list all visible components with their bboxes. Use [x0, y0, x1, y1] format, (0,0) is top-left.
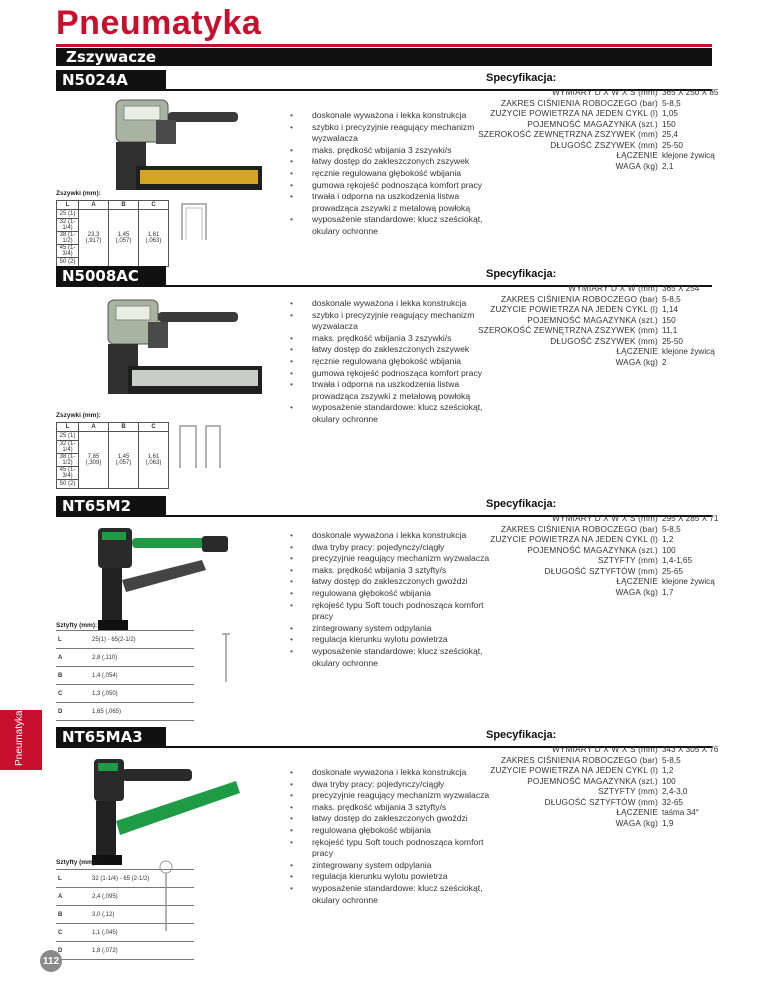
table-header: C [139, 201, 169, 210]
spec-key: WAGA (kg) [615, 818, 658, 828]
list-item: • gumowa rękojeść podnosząca komfort pracy [290, 368, 490, 380]
spec-value: 2,1 [662, 161, 674, 171]
spec-key: POJEMNOŚĆ MAGAZYNKA (szt.) [527, 315, 658, 325]
spec-key: ŁĄCZENIE [616, 347, 658, 356]
table-cell: 1,45 (,057) [109, 210, 139, 267]
list-item: • wyposażenie standardowe: klucz sześciokąt, okulary ochronne [290, 646, 490, 669]
spec-value: 150 [662, 315, 676, 325]
spec-value: 1,2 [662, 766, 674, 775]
spec-key: POJEMNOŚĆ MAGAZYNKA (szt.) [527, 545, 658, 555]
table-cell: L [56, 870, 74, 888]
list-item: • doskonale wyważona i lekka konstrukcja [290, 110, 490, 122]
spec-row [436, 151, 718, 162]
spec-key: ZUŻYCIE POWIETRZA NA JEDEN CYKL (l) [490, 766, 658, 775]
spec-value: klejone żywicą [662, 577, 715, 586]
spec-row [436, 819, 718, 830]
spec-key: POJEMNOŚĆ MAGAZYNKA (szt.) [527, 776, 658, 786]
table-cell: 1,45 (,057) [109, 432, 139, 489]
table-label: Zszywki (mm): [56, 412, 101, 419]
spec-key: WYMIARY D X W X S (mm) [552, 745, 658, 754]
table-cell: A [56, 888, 74, 906]
table-cell: 1,61 (,063) [139, 210, 169, 267]
spec-value: taśma 34° [662, 808, 699, 817]
spec-value: 343 X 305 X 76 [662, 745, 719, 754]
spec-value: 365 X 254 [662, 284, 700, 293]
spec-key: DŁUGOŚĆ ZSZYWEK (mm) [550, 140, 658, 150]
table-cell: 50 (2) [57, 258, 79, 267]
spec-row [436, 766, 718, 777]
spec-table [436, 284, 715, 368]
table-cell: 32 (1-1/4) [57, 441, 79, 454]
spec-key: WYMIARY D X W X S (mm) [552, 514, 658, 523]
table-cell: 1,4 (,054) [74, 667, 194, 685]
spec-row [436, 295, 715, 306]
spec-value: 5-8,5 [662, 755, 681, 765]
spec-value: 295 X 285 X 71 [662, 514, 719, 523]
spec-key: DŁUGOŚĆ SZTYFTÓW (mm) [544, 797, 658, 807]
list-item: • trwała i odporna na uszkodzenia listwa prowadząca zszywki z metalową powłoką [290, 379, 490, 402]
spec-table [436, 514, 718, 598]
model-name: N5024A [62, 71, 128, 89]
table-header: A [79, 201, 109, 210]
list-item: • wyposażenie standardowe: klucz sześciokąt, okulary ochronne [290, 883, 490, 906]
spec-row [436, 588, 718, 599]
spec-row [436, 756, 718, 767]
staple-table [56, 200, 169, 267]
table-cell: B [56, 667, 74, 685]
section-header [56, 48, 712, 66]
list-item: • ręcznie regulowana głębokość wbijania [290, 356, 490, 368]
spec-key: ZUŻYCIE POWIETRZA NA JEDEN CYKL (l) [490, 305, 658, 314]
table-cell: 2,8 (,110) [74, 649, 194, 667]
staple-diagram [176, 196, 216, 246]
spec-row [436, 316, 715, 327]
table-cell: C [56, 685, 74, 703]
spec-row [436, 514, 718, 525]
spec-heading: Specyfikacja: [486, 729, 557, 741]
table-header: L [57, 423, 79, 432]
spec-row [436, 798, 718, 809]
table-row [56, 649, 194, 667]
list-item: • rękojeść typu Soft touch podnosząca komfort pracy [290, 837, 490, 860]
spec-row [436, 99, 718, 110]
product-n5024a [56, 70, 719, 265]
side-tab [0, 710, 42, 770]
list-item: • ręcznie regulowana głębokość wbijania [290, 168, 490, 180]
table-cell: 45 (1-3/4) [57, 245, 79, 258]
list-item: • wyposażenie standardowe: klucz sześciokąt, okulary ochronne [290, 214, 490, 237]
table-cell: 7,85 (,309) [79, 432, 109, 489]
spec-value: 25-50 [662, 140, 683, 150]
spec-key: ŁĄCZENIE [616, 808, 658, 817]
spec-row [436, 109, 718, 120]
spec-value: 1,4-1,65 [662, 556, 693, 565]
model-tab [56, 496, 166, 516]
list-item: • doskonale wyważona i lekka konstrukcja [290, 767, 490, 779]
spec-value: 5-8,5 [662, 524, 681, 534]
spec-value: 1,2 [662, 535, 674, 544]
spec-key: ZUŻYCIE POWIETRZA NA JEDEN CYKL (l) [490, 535, 658, 544]
spec-heading: Specyfikacja: [486, 72, 557, 84]
spec-row [436, 88, 718, 99]
table-cell: 25 (1) [57, 432, 79, 441]
spec-heading: Specyfikacja: [486, 498, 557, 510]
spec-key: WAGA (kg) [615, 587, 658, 597]
spec-key: SZTYFTY (mm) [597, 787, 658, 796]
spec-row [436, 358, 715, 369]
list-item: • wyposażenie standardowe: klucz sześciokąt, okulary ochronne [290, 402, 490, 425]
spec-key: DŁUGOŚĆ SZTYFTÓW (mm) [544, 566, 658, 576]
list-item: • precyzyjnie reagujący mechanizm wyzwalacza [290, 790, 490, 802]
table-cell: 25(1) - 65(2-1/2) [74, 631, 194, 649]
spec-key: DŁUGOŚĆ ZSZYWEK (mm) [550, 336, 658, 346]
spec-row [436, 305, 715, 316]
table-label: Sztyfty (mm): [56, 859, 98, 866]
table-cell: 38 (1-1/2) [57, 232, 79, 245]
table-cell: 50 (2) [57, 480, 79, 489]
spec-row [436, 337, 715, 348]
spec-row [436, 567, 718, 578]
spec-value: 11,1 [662, 326, 678, 335]
table-cell: 25 (1) [57, 210, 79, 219]
spec-table [436, 745, 718, 829]
list-item: • łatwy dostęp do zakleszczonych gwoździ [290, 576, 490, 588]
spec-row [436, 787, 718, 798]
table-cell: L [56, 631, 74, 649]
table-cell: B [56, 906, 74, 924]
table-row [56, 667, 194, 685]
model-tab [56, 70, 166, 90]
nail-table [56, 630, 194, 721]
spec-heading: Specyfikacja: [486, 268, 557, 280]
table-header: A [79, 423, 109, 432]
title-underline [56, 44, 712, 47]
spec-table [436, 88, 718, 172]
spec-row [436, 284, 715, 295]
table-cell: 1,8 (,072) [74, 942, 194, 960]
spec-key: ZUŻYCIE POWIETRZA NA JEDEN CYKL (l) [490, 109, 658, 118]
spec-value: 100 [662, 776, 676, 786]
spec-key: WYMIARY D X W (mm) [568, 284, 658, 293]
table-cell: 32 (1-1/4) [57, 219, 79, 232]
spec-row [436, 535, 718, 546]
nail-diagram [146, 857, 216, 937]
stapler-image [96, 92, 266, 202]
list-item: • rękojeść typu Soft touch podnosząca komfort pracy [290, 600, 490, 623]
table-cell: 1,3 (,050) [74, 685, 194, 703]
list-item: • szybko i precyzyjnie reagujący mechanizm wyzwalacza [290, 122, 490, 145]
spec-key: SZTYFTY (mm) [597, 556, 658, 565]
table-cell: 38 (1-1/2) [57, 454, 79, 467]
table-cell: A [56, 649, 74, 667]
spec-row [436, 326, 715, 337]
page-number: 112 [40, 950, 62, 972]
page-title: Pneumatyka [56, 4, 262, 42]
spec-key: ŁĄCZENIE [616, 151, 658, 160]
section-title: Zszywacze [66, 48, 157, 66]
list-item: • maks. prędkość wbijania 3 sztyfty/s [290, 802, 490, 814]
spec-value: 5-8,5 [662, 294, 681, 304]
model-tab [56, 266, 166, 286]
spec-value: 32-65 [662, 797, 683, 807]
list-item: • zintegrowany system odpylania [290, 860, 490, 872]
list-item: • zintegrowany system odpylania [290, 623, 490, 635]
spec-key: ZAKRES CIŚNIENIA ROBOCZEGO (bar) [501, 755, 658, 765]
list-item: • dwa tryby pracy: pojedynczy/ciągły [290, 542, 490, 554]
list-item: • łatwy dostęp do zakleszczonych zszywek [290, 156, 490, 168]
list-item: • łatwy dostęp do zakleszczonych zszywek [290, 344, 490, 356]
spec-value: 150 [662, 119, 676, 129]
table-label: Sztyfty (mm): [56, 622, 98, 629]
model-name: NT65MA3 [62, 728, 143, 746]
stapler-image [92, 294, 266, 404]
table-cell: 3,0 (,12) [74, 906, 194, 924]
spec-key: ZAKRES CIŚNIENIA ROBOCZEGO (bar) [501, 294, 658, 304]
spec-value: 2,4-3,0 [662, 787, 688, 796]
table-row [56, 703, 194, 721]
spec-row [436, 808, 718, 819]
list-item: • doskonale wyważona i lekka konstrukcja [290, 530, 490, 542]
nailer-image [92, 520, 232, 635]
spec-value: 365 X 250 X 85 [662, 88, 719, 97]
list-item: • regulacja kierunku wylotu powietrza [290, 871, 490, 883]
table-header: C [139, 423, 169, 432]
table-cell: D [56, 703, 74, 721]
spec-value: klejone żywicą [662, 347, 715, 356]
table-row [56, 685, 194, 703]
spec-key: ZAKRES CIŚNIENIA ROBOCZEGO (bar) [501, 524, 658, 534]
table-cell: 32 (1-1/4) - 65 (2-1/2) [74, 870, 194, 888]
spec-row [436, 130, 718, 141]
staple-diagram [172, 416, 228, 476]
table-cell: 1,65 (,065) [74, 703, 194, 721]
spec-value: 1,7 [662, 587, 674, 597]
list-item: • maks. prędkość wbijania 3 zszywki/s [290, 333, 490, 345]
spec-key: SZEROKOŚĆ ZEWNĘTRZNA ZSZYWEK (mm) [478, 326, 658, 335]
spec-row [436, 577, 718, 588]
table-cell: 2,4 (,095) [74, 888, 194, 906]
spec-row [436, 777, 718, 788]
spec-key: SZEROKOŚĆ ZEWNĘTRZNA ZSZYWEK (mm) [478, 130, 658, 139]
spec-value: 1,05 [662, 109, 678, 118]
spec-value: 25,4 [662, 130, 678, 139]
spec-value: 100 [662, 545, 676, 555]
list-item: • precyzyjnie reagujący mechanizm wyzwalacza [290, 553, 490, 565]
product-nt65m2 [56, 496, 719, 715]
spec-row [436, 347, 715, 358]
list-item: • szybko i precyzyjnie reagujący mechanizm wyzwalacza [290, 310, 490, 333]
list-item: • maks. prędkość wbijania 3 sztyfty/s [290, 565, 490, 577]
list-item: • gumowa rękojeść podnosząca komfort pracy [290, 180, 490, 192]
spec-row [436, 525, 718, 536]
spec-value: 25-50 [662, 336, 683, 346]
spec-value: 25-65 [662, 566, 683, 576]
spec-key: WAGA (kg) [615, 357, 658, 367]
table-row [56, 942, 194, 960]
spec-key: ZAKRES CIŚNIENIA ROBOCZEGO (bar) [501, 98, 658, 108]
list-item: • maks. prędkość wbijania 3 zszywki/s [290, 145, 490, 157]
table-label: Zszywki (mm): [56, 190, 101, 197]
table-header: B [109, 201, 139, 210]
list-item: • trwała i odporna na uszkodzenia listwa prowadząca zszywki z metalową powłoką [290, 191, 490, 214]
spec-key: ŁĄCZENIE [616, 577, 658, 586]
spec-value: 5-8,5 [662, 98, 681, 108]
list-item: • łatwy dostęp do zakleszczonych gwoździ [290, 813, 490, 825]
spec-row [436, 556, 718, 567]
spec-key: POJEMNOŚĆ MAGAZYNKA (szt.) [527, 119, 658, 129]
table-cell: 23,3 (,917) [79, 210, 109, 267]
table-cell: 45 (1-3/4) [57, 467, 79, 480]
list-item: • regulacja kierunku wylotu powietrza [290, 634, 490, 646]
model-name: NT65M2 [62, 497, 132, 515]
table-cell: 1,61 (,063) [139, 432, 169, 489]
table-cell: 1,1 (,045) [74, 924, 194, 942]
spec-value: 1,9 [662, 818, 674, 828]
spec-value: 2 [662, 357, 667, 367]
product-nt65ma3 [56, 727, 719, 967]
spec-key: WAGA (kg) [615, 161, 658, 171]
model-name: N5008AC [62, 267, 139, 285]
spec-row [436, 141, 718, 152]
list-item: • doskonale wyważona i lekka konstrukcja [290, 298, 490, 310]
table-cell: D [56, 942, 74, 960]
spec-row [436, 745, 718, 756]
spec-row [436, 120, 718, 131]
table-cell: C [56, 924, 74, 942]
spec-row [436, 162, 718, 173]
spec-row [436, 546, 718, 557]
staple-table [56, 422, 169, 489]
spec-key: WYMIARY D X W X S (mm) [552, 88, 658, 97]
spec-value: 1,14 [662, 305, 678, 314]
nailer-image [86, 751, 246, 871]
model-tab [56, 727, 166, 747]
spec-value: klejone żywicą [662, 151, 715, 160]
product-n5008ac [56, 266, 715, 487]
table-header: L [57, 201, 79, 210]
list-item: • regulowana głębokość wbijania [290, 825, 490, 837]
table-row [56, 631, 194, 649]
side-tab-label: Pneumatyka [14, 710, 25, 766]
nail-diagram [196, 626, 256, 686]
list-item: • regulowana głębokość wbijania [290, 588, 490, 600]
table-header: B [109, 423, 139, 432]
list-item: • dwa tryby pracy: pojedynczy/ciągły [290, 779, 490, 791]
